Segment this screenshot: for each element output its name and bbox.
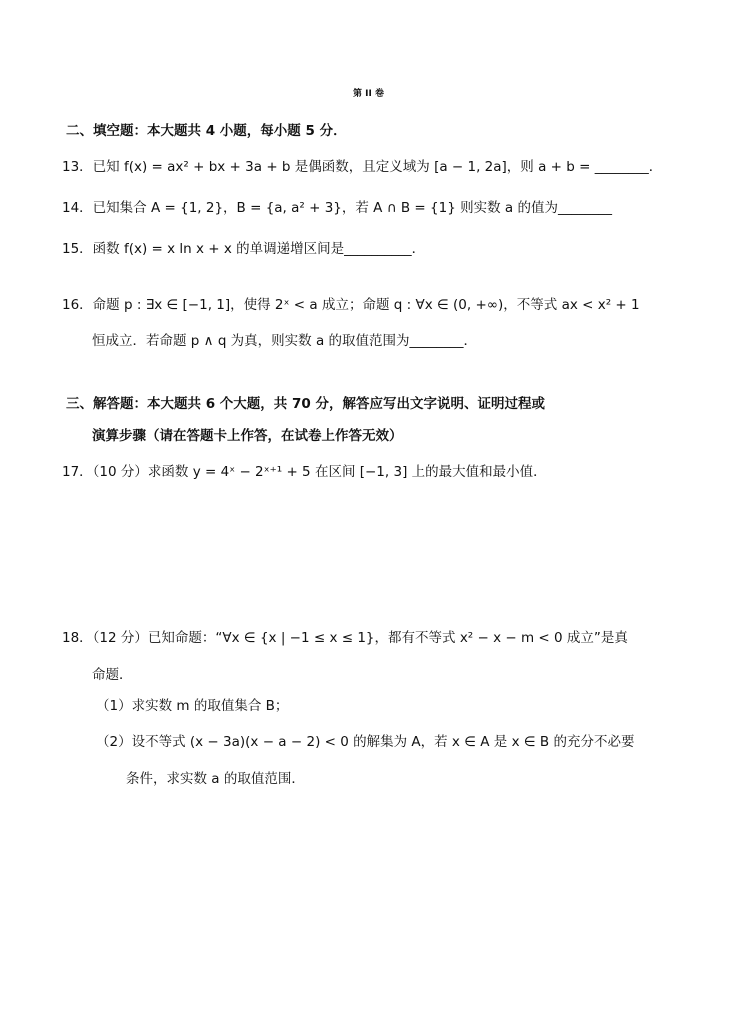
section-3-heading-cont: 演算步骤（请在答题卡上作答，在试卷上作答无效） <box>92 428 403 444</box>
question-18-part-1: （1）求实数 m 的取值集合 B； <box>96 698 289 714</box>
question-16-line-2: 恒成立．若命题 p ∧ q 为真，则实数 a 的取值范围为________． <box>92 333 478 349</box>
question-18-line-2: 命题． <box>92 667 133 683</box>
question-14: 14．已知集合 A = {1, 2}，B = {a, a² + 3}，若 A ∩ B = {1} 则实数 a 的值为________ <box>62 200 612 216</box>
question-16-line-1: 16．命题 p : ∃x ∈ [−1, 1]，使得 2ˣ < a 成立；命题 q : ∀x ∈ (0, +∞)，不等式 ax < x² + 1 <box>62 297 640 313</box>
question-18-part-2-cont: 条件，求实数 a 的取值范围． <box>126 771 305 787</box>
question-13: 13．已知 f(x) = ax² + bx + 3a + b 是偶函数，且定义域为 [a − 1, 2a]，则 a + b = ________． <box>62 159 663 175</box>
part-title: 第 II 卷 <box>353 89 384 99</box>
question-18-part-2: （2）设不等式 (x − 3a)(x − a − 2) < 0 的解集为 A，若 x ∈ A 是 x ∈ B 的充分不必要 <box>96 734 635 750</box>
question-18-line-1: 18．（12 分）已知命题：“∀x ∈ {x | −1 ≤ x ≤ 1}，都有不等式 x² − x − m < 0 成立”是真 <box>62 630 628 646</box>
section-3-heading: 三、解答题：本大题共 6 个大题，共 70 分，解答应写出文字说明、证明过程或 <box>66 396 545 412</box>
question-15: 15．函数 f(x) = x ln x + x 的单调递增区间是__________． <box>62 241 426 257</box>
section-2-heading: 二、填空题：本大题共 4 小题，每小题 5 分． <box>66 123 347 139</box>
question-17: 17．（10 分）求函数 y = 4ˣ − 2ˣ⁺¹ + 5 在区间 [−1, 3] 上的最大值和最小值． <box>62 464 547 480</box>
